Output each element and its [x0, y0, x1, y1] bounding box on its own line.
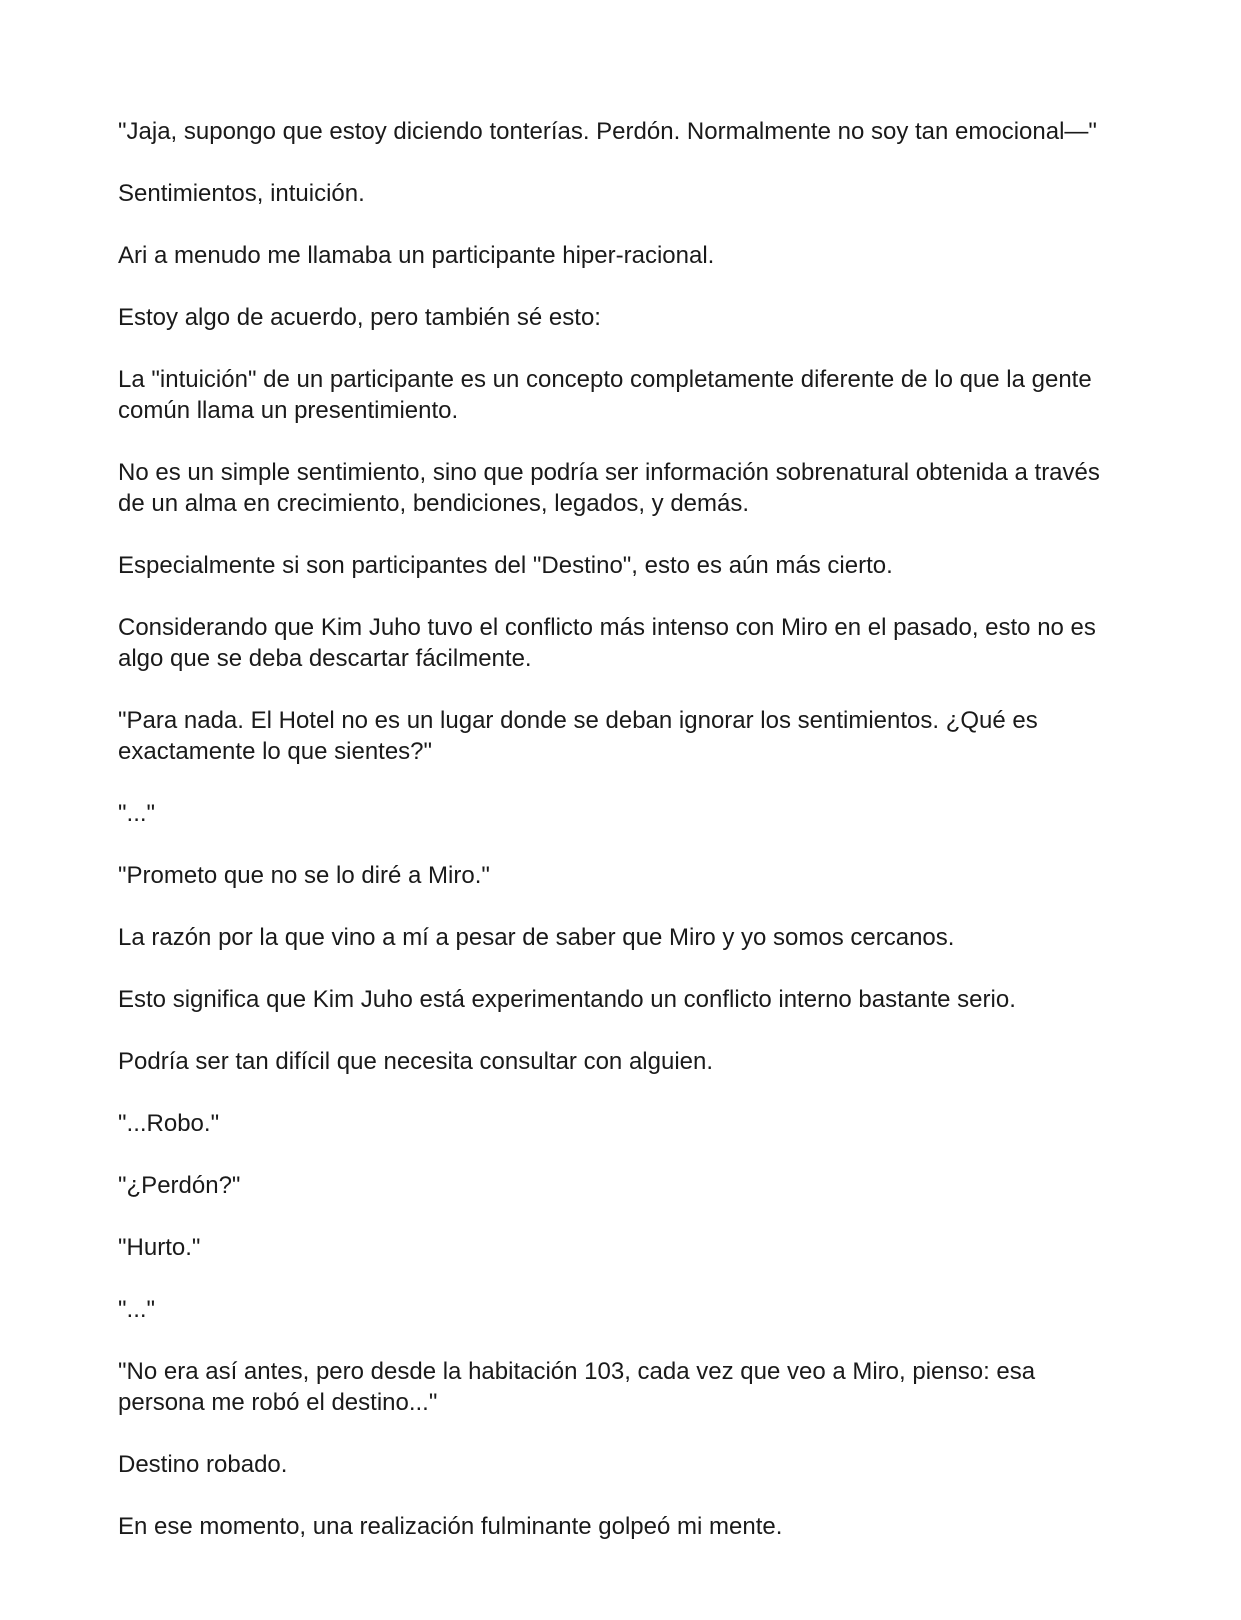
paragraph-17: "Hurto." [118, 1234, 201, 1261]
paragraph-12: La razón por la que vino a mí a pesar de saber que Miro y yo somos cercanos. [118, 924, 955, 951]
paragraph-11: "Prometo que no se lo diré a Miro." [118, 862, 490, 889]
paragraph-18: "..." [118, 1296, 156, 1323]
paragraph-4: Estoy algo de acuerdo, pero también sé esto: [118, 304, 601, 331]
paragraph-21: En ese momento, una realización fulminante golpeó mi mente. [118, 1513, 783, 1540]
paragraph-10: "..." [118, 800, 156, 827]
paragraph-2: Sentimientos, intuición. [118, 180, 365, 207]
paragraph-16: "¿Perdón?" [118, 1172, 241, 1199]
document-page [118, 116, 1128, 1573]
paragraph-14: Podría ser tan difícil que necesita consultar con alguien. [118, 1048, 714, 1075]
paragraph-5: La "intuición" de un participante es un concepto completamente diferente de lo que la gente común llama un presentimiento. [118, 366, 1092, 424]
paragraph-9: "Para nada. El Hotel no es un lugar donde se deban ignorar los sentimientos. ¿Qué es exactamente lo que sientes?" [118, 707, 1038, 765]
paragraph-6: No es un simple sentimiento, sino que podría ser información sobrenatural obtenida a través de un alma en crecimiento, bendiciones, legados, y demás. [118, 459, 1100, 517]
paragraph-13: Esto significa que Kim Juho está experimentando un conflicto interno bastante serio. [118, 986, 1016, 1013]
paragraph-15: "...Robo." [118, 1110, 220, 1137]
paragraph-1: "Jaja, supongo que estoy diciendo tonterías. Perdón. Normalmente no soy tan emocional—" [118, 118, 1097, 145]
paragraph-8: Considerando que Kim Juho tuvo el conflicto más intenso con Miro en el pasado, esto no es algo que se deba descartar fácilmente. [118, 614, 1096, 672]
paragraph-3: Ari a menudo me llamaba un participante hiper-racional. [118, 242, 715, 269]
paragraph-20: Destino robado. [118, 1451, 288, 1478]
paragraph-7: Especialmente si son participantes del "Destino", esto es aún más cierto. [118, 552, 893, 579]
paragraph-19: "No era así antes, pero desde la habitación 103, cada vez que veo a Miro, pienso: esa persona me robó el destino..." [118, 1358, 1036, 1416]
